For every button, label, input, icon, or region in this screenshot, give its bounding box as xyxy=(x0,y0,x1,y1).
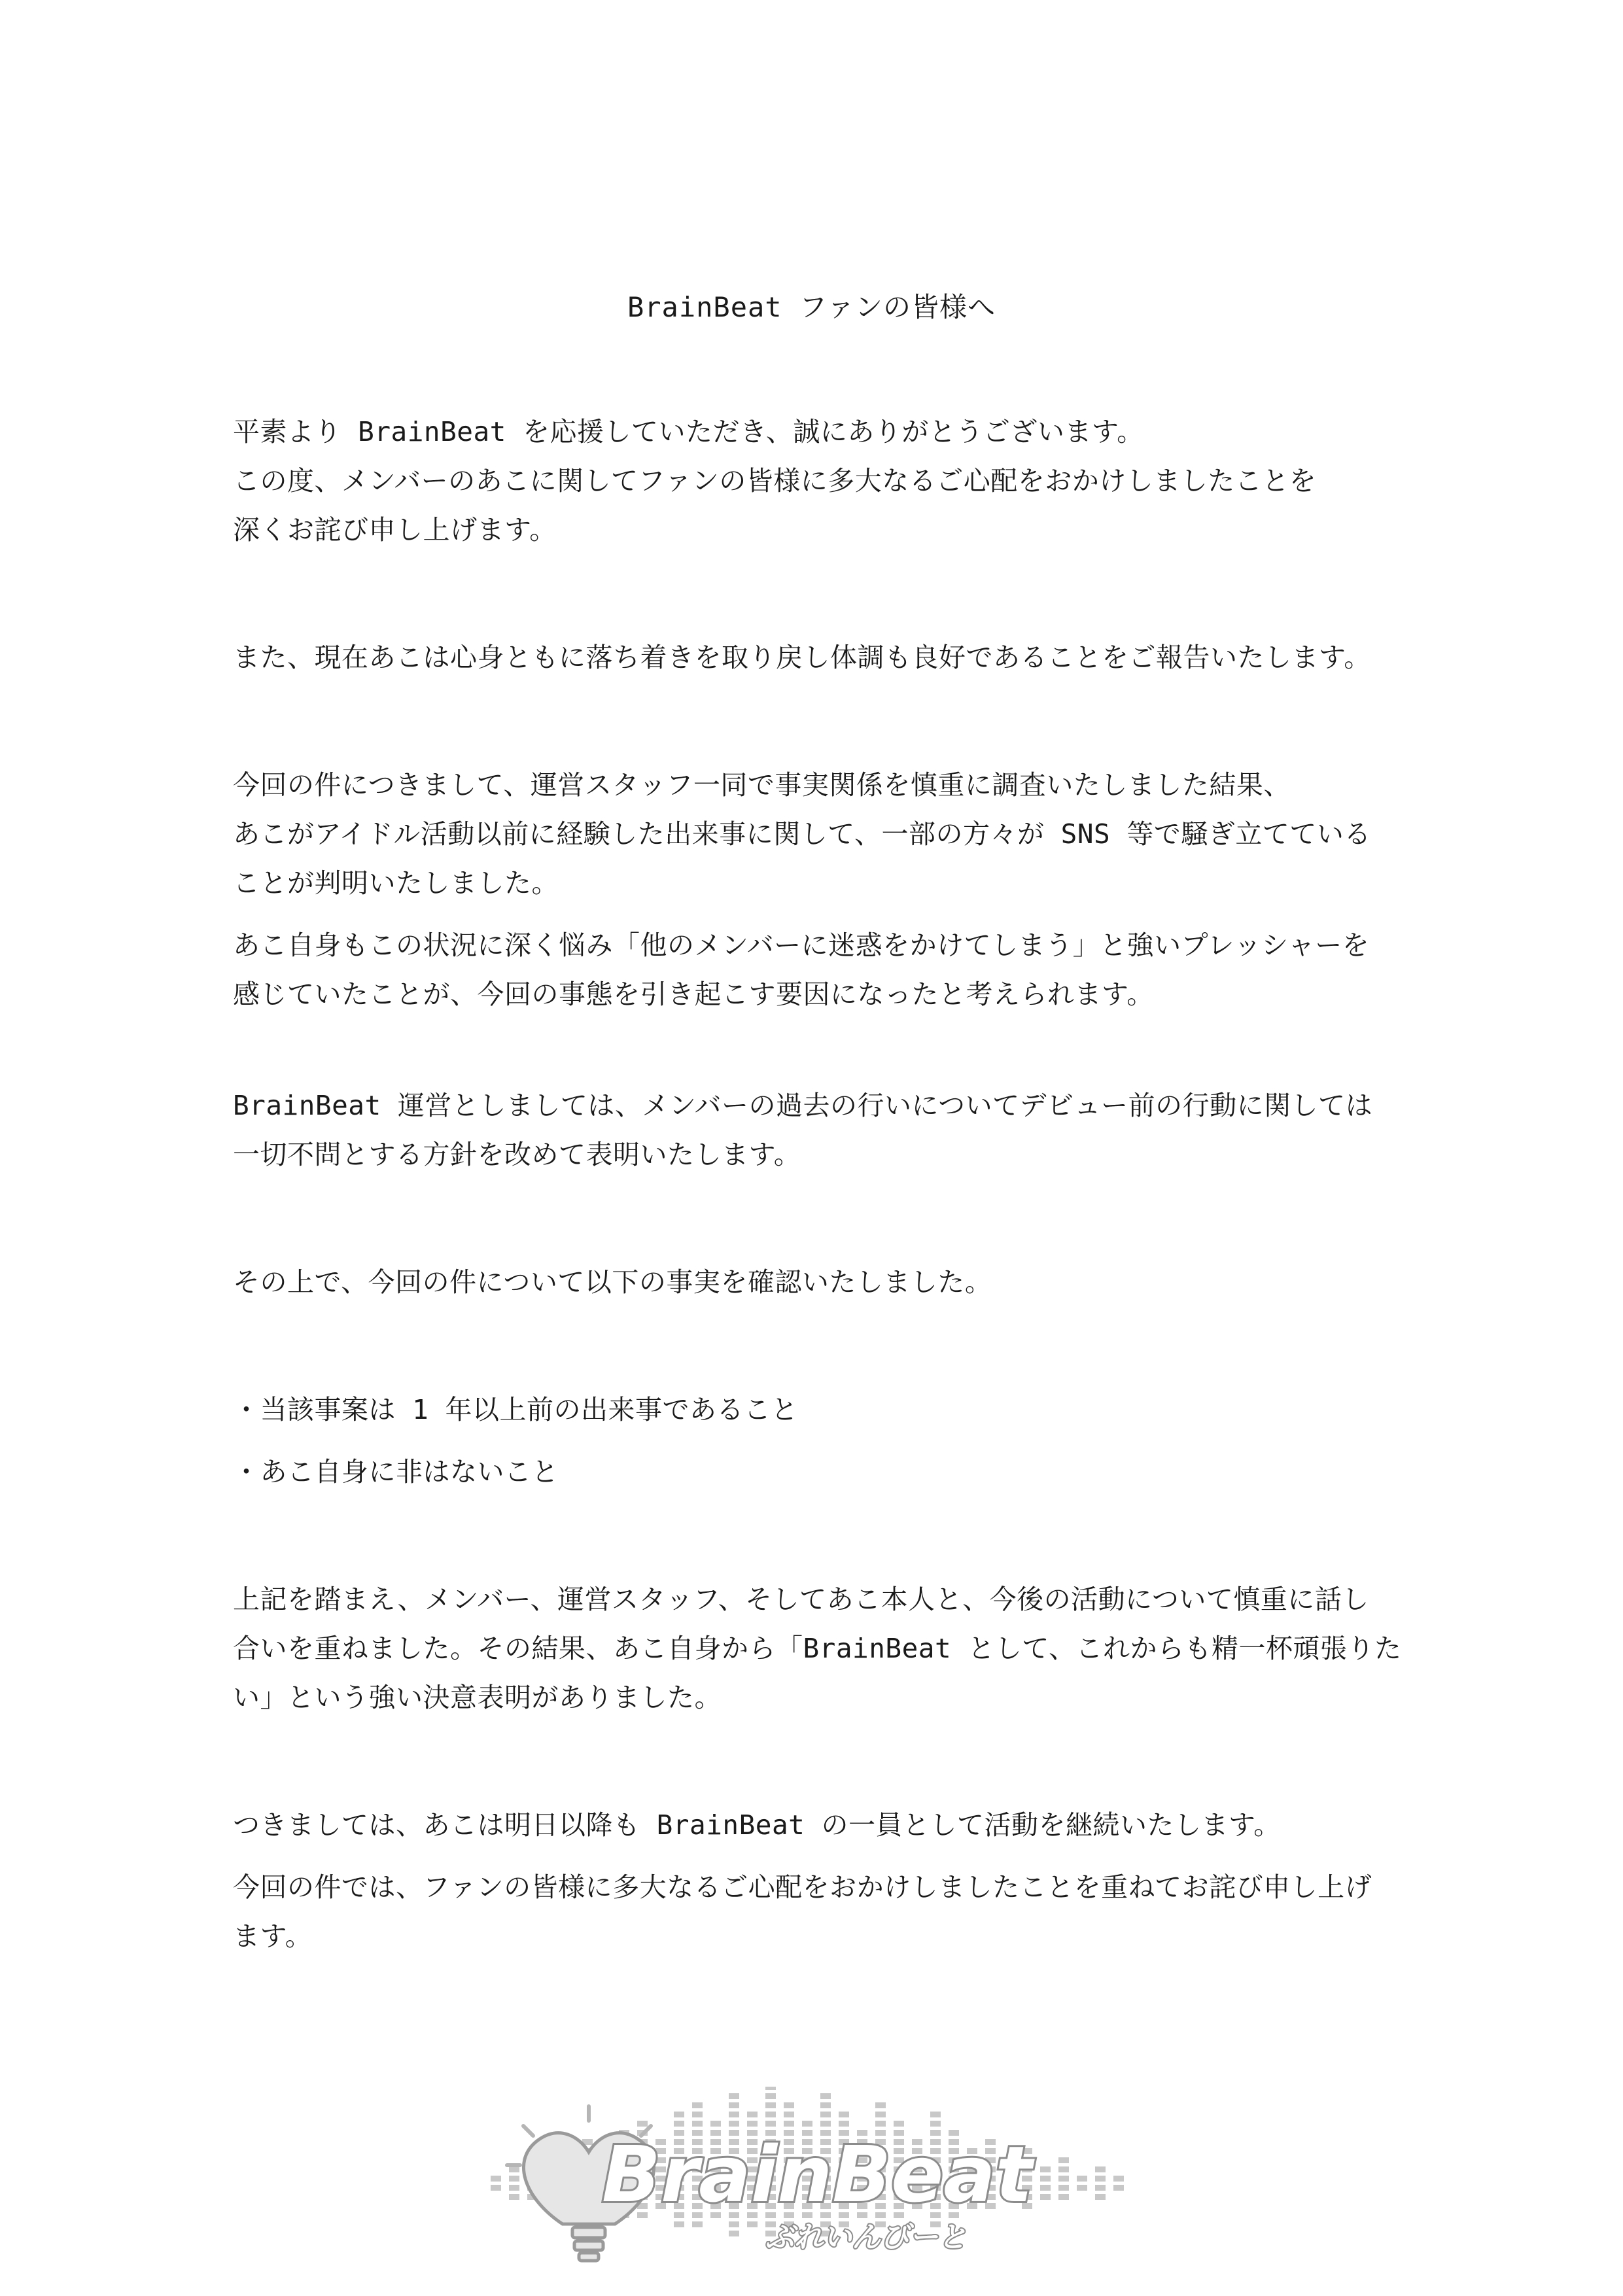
paragraph-line: つきましては、あこは明日以降も BrainBeat の一員として活動を継続いたします。 xyxy=(233,1809,1281,1841)
equalizer-segment xyxy=(747,2112,758,2117)
equalizer-segment xyxy=(1077,2176,1087,2182)
equalizer-segment xyxy=(1095,2194,1106,2200)
equalizer-segment xyxy=(1095,2166,1106,2172)
paragraph-line: この度、メンバーのあこに関してファンの皆様に多大なるご心配をおかけしましたことを xyxy=(233,465,1317,496)
equalizer-segment xyxy=(491,2185,501,2191)
equalizer-segment xyxy=(1058,2194,1069,2200)
paragraph-line: また、現在あこは心身ともに落ち着きを取り戻し体調も良好であることをご報告いたします。 xyxy=(233,642,1371,673)
equalizer-segment xyxy=(820,2093,831,2099)
equalizer-segment xyxy=(692,2102,703,2108)
equalizer-segment xyxy=(784,2112,794,2117)
paragraph-line: 平素より BrainBeat を応援していただき、誠にありがとうございます。 xyxy=(233,416,1144,447)
equalizer-segment xyxy=(1040,2185,1051,2191)
equalizer-segment xyxy=(839,2121,849,2127)
paragraph-line: その上で、今回の件について以下の事実を確認いたしました。 xyxy=(233,1266,992,1298)
paragraph-line: BrainBeat 運営としましては、メンバーの過去の行いについてデビュー前の行動に関しては xyxy=(233,1090,1373,1121)
equalizer-segment xyxy=(875,2121,886,2127)
equalizer-segment xyxy=(1058,2157,1069,2163)
equalizer-segment xyxy=(692,2112,703,2117)
equalizer-segment xyxy=(729,2102,739,2108)
equalizer-segment xyxy=(729,2221,739,2227)
equalizer-segment xyxy=(509,2166,519,2172)
equalizer-segment xyxy=(729,2112,739,2117)
equalizer-segment xyxy=(674,2221,684,2227)
equalizer-segment xyxy=(765,2093,776,2099)
equalizer-segment xyxy=(894,2121,904,2127)
equalizer-segment xyxy=(765,2121,776,2127)
bullet-item: ・あこ自身に非はないこと xyxy=(233,1456,559,1487)
equalizer-segment xyxy=(1113,2185,1124,2191)
paragraph-line: 深くお詫び申し上げます。 xyxy=(233,514,557,546)
equalizer-segment xyxy=(747,2121,758,2127)
equalizer-segment xyxy=(930,2121,941,2127)
equalizer-segment xyxy=(765,2087,776,2090)
equalizer-segment xyxy=(729,2093,739,2099)
equalizer-segment xyxy=(1040,2176,1051,2182)
paragraph-line: 合いを重ねました。その結果、あこ自身から「BrainBeat として、これからも精一杯頑張りた xyxy=(233,1633,1402,1664)
equalizer-segment xyxy=(875,2102,886,2108)
equalizer-segment xyxy=(875,2112,886,2117)
paragraph-line: 今回の件につきまして、運営スタッフ一同で事実関係を慎重に調査いたしました結果、 xyxy=(233,769,1291,801)
equalizer-segment xyxy=(1058,2176,1069,2182)
equalizer-segment xyxy=(509,2185,519,2191)
document-title: BrainBeat ファンの皆様へ xyxy=(627,291,996,323)
equalizer-segment xyxy=(674,2121,684,2127)
equalizer-segment xyxy=(820,2121,831,2127)
equalizer-segment xyxy=(491,2176,501,2182)
logo-wordmark: BrainBeat xyxy=(602,2129,1033,2219)
equalizer-segment xyxy=(1058,2166,1069,2172)
paragraph-line: い」という強い決意表明がありました。 xyxy=(233,1682,722,1713)
equalizer-segment xyxy=(710,2121,721,2127)
logo-subtitle: ぶれいんびーと xyxy=(765,2221,967,2254)
equalizer-segment xyxy=(637,2121,648,2127)
equalizer-segment xyxy=(765,2102,776,2108)
equalizer-segment xyxy=(1095,2185,1106,2191)
equalizer-segment xyxy=(784,2121,794,2127)
equalizer-segment xyxy=(802,2121,812,2127)
equalizer-segment xyxy=(784,2102,794,2108)
equalizer-segment xyxy=(820,2112,831,2117)
equalizer-segment xyxy=(839,2112,849,2117)
equalizer-segment xyxy=(1040,2166,1051,2172)
equalizer-segment xyxy=(1058,2185,1069,2191)
paragraph-line: ことが判明いたしました。 xyxy=(233,867,559,899)
equalizer-segment xyxy=(747,2221,758,2227)
paragraph-line: あこ自身もこの状況に深く悩み「他のメンバーに迷惑をかけてしまう」と強いプレッシャーを xyxy=(233,930,1370,961)
equalizer-segment xyxy=(1077,2185,1087,2191)
equalizer-segment xyxy=(930,2112,941,2117)
paragraph-line: 感じていたことが、今回の事態を引き起こす要因になったと考えられます。 xyxy=(233,979,1154,1010)
paragraph-line: ます。 xyxy=(233,1921,313,1952)
equalizer-segment xyxy=(820,2102,831,2108)
equalizer-segment xyxy=(1095,2176,1106,2182)
paragraph-line: 今回の件では、ファンの皆様に多大なるご心配をおかけしましたことを重ねてお詫び申し上げ xyxy=(233,1871,1372,1903)
equalizer-segment xyxy=(729,2231,739,2236)
paragraph-line: あこがアイドル活動以前に経験した出来事に関して、一部の方々が SNS 等で騒ぎ立てている xyxy=(233,818,1371,850)
paragraph-line: 一切不問とする方針を改めて表明いたします。 xyxy=(233,1139,801,1170)
equalizer-segment xyxy=(509,2176,519,2182)
equalizer-segment xyxy=(674,2112,684,2117)
equalizer-segment xyxy=(692,2121,703,2127)
equalizer-segment xyxy=(729,2121,739,2127)
paragraph-line: 上記を踏まえ、メンバー、運営スタッフ、そしてあこ本人と、今後の活動について慎重に話し xyxy=(233,1584,1369,1615)
equalizer-segment xyxy=(1113,2176,1124,2182)
brainbeat-logo xyxy=(484,2087,1138,2296)
equalizer-segment xyxy=(1040,2194,1051,2200)
equalizer-segment xyxy=(509,2194,519,2200)
bullet-item: ・当該事案は 1 年以上前の出来事であること xyxy=(233,1394,799,1425)
equalizer-segment xyxy=(765,2112,776,2117)
equalizer-segment xyxy=(692,2221,703,2227)
